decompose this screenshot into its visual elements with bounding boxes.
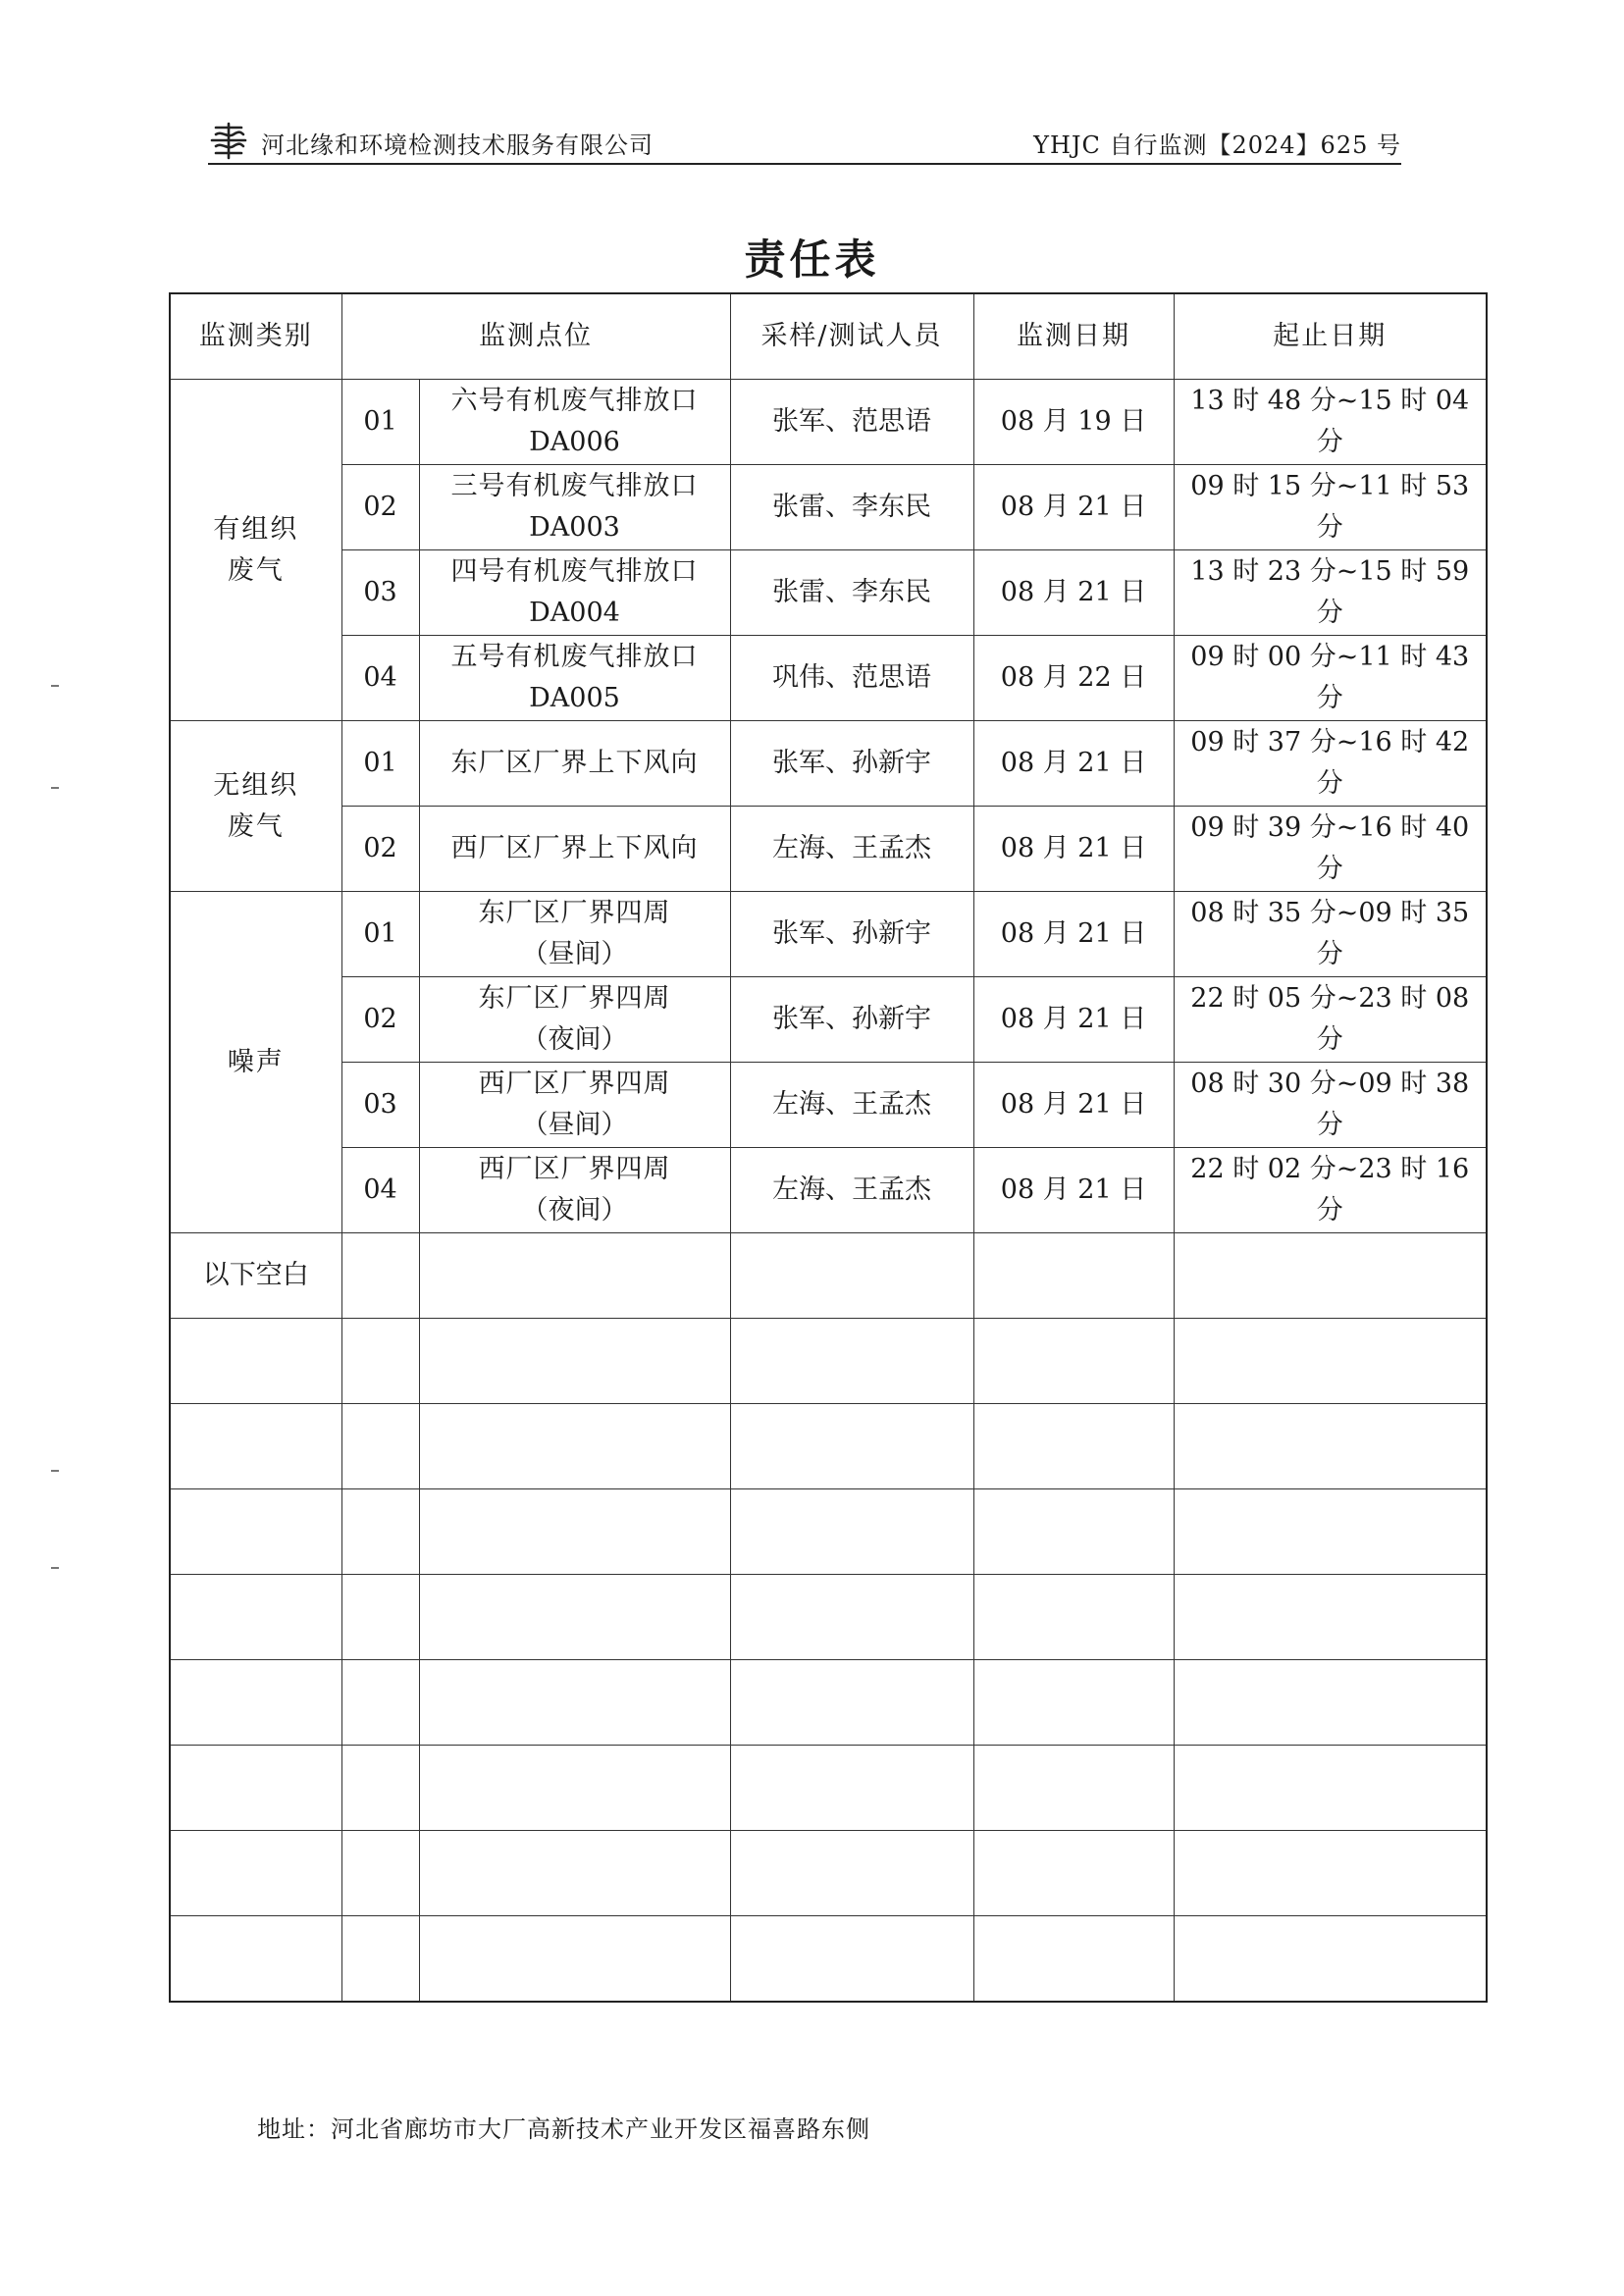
empty-row xyxy=(170,1404,1487,1489)
point-cell xyxy=(419,1063,730,1148)
table-row xyxy=(170,465,1487,550)
time-range-cell: 09 时 15 分~11 时 53 分 xyxy=(1174,465,1487,550)
empty-cell xyxy=(730,1575,973,1660)
empty-cell xyxy=(973,1489,1174,1575)
blank-label-cell: 以下空白 xyxy=(170,1233,341,1319)
point-name: 西厂区厂界四周 xyxy=(478,1069,671,1099)
row-number-cell: 02 xyxy=(341,807,419,892)
time-range-cell: 08 时 30 分~09 时 38 分 xyxy=(1174,1063,1487,1148)
document-number: YHJC 自行监测【2024】625 号 xyxy=(1033,131,1401,159)
column-header-time-range: 起止日期 xyxy=(1174,293,1487,380)
empty-cell xyxy=(341,1319,419,1404)
staff-cell: 张军、孙新宇 xyxy=(730,721,973,807)
category-label-line: 无组织 xyxy=(213,769,299,801)
table-row xyxy=(170,1063,1487,1148)
row-number-cell: 04 xyxy=(341,1148,419,1233)
point-code: （昼间） xyxy=(521,939,628,969)
time-range-cell: 13 时 23 分~15 时 59 分 xyxy=(1174,550,1487,636)
point-name: 四号有机废气排放口 xyxy=(450,556,699,587)
empty-cell xyxy=(170,1404,341,1489)
row-number-cell: 01 xyxy=(341,892,419,977)
empty-cell xyxy=(341,1233,419,1319)
category-label-line: 有组织 xyxy=(213,513,299,545)
date-cell: 08 月 21 日 xyxy=(973,892,1174,977)
time-range-cell: 09 时 39 分~16 时 40 分 xyxy=(1174,807,1487,892)
table-row xyxy=(170,721,1487,807)
date-cell: 08 月 22 日 xyxy=(973,636,1174,721)
staff-cell: 张雷、李东民 xyxy=(730,550,973,636)
empty-row xyxy=(170,1746,1487,1831)
point-code: （夜间） xyxy=(521,1024,628,1055)
empty-cell xyxy=(730,1916,973,2003)
empty-cell xyxy=(973,1916,1174,2003)
row-number-cell: 02 xyxy=(341,465,419,550)
empty-cell xyxy=(419,1319,730,1404)
empty-cell xyxy=(1174,1404,1487,1489)
point-name: 东厂区厂界四周 xyxy=(478,983,671,1014)
empty-cell xyxy=(419,1489,730,1575)
table-row xyxy=(170,892,1487,977)
point-name: 五号有机废气排放口 xyxy=(450,642,699,672)
point-name: 六号有机废气排放口 xyxy=(450,386,699,416)
staff-cell: 张军、孙新宇 xyxy=(730,977,973,1063)
empty-cell xyxy=(973,1404,1174,1489)
empty-cell xyxy=(419,1660,730,1746)
empty-cell xyxy=(419,1404,730,1489)
point-cell xyxy=(419,807,730,892)
point-cell xyxy=(419,380,730,465)
empty-cell xyxy=(730,1233,973,1319)
staff-cell: 张军、范思语 xyxy=(730,380,973,465)
column-header-category: 监测类别 xyxy=(170,293,341,380)
row-number-cell: 01 xyxy=(341,380,419,465)
table-row xyxy=(170,550,1487,636)
empty-cell xyxy=(730,1319,973,1404)
date-cell: 08 月 21 日 xyxy=(973,1148,1174,1233)
point-cell xyxy=(419,977,730,1063)
table-row xyxy=(170,636,1487,721)
scan-mark xyxy=(51,787,59,789)
point-name: 三号有机废气排放口 xyxy=(450,471,699,501)
empty-cell xyxy=(341,1575,419,1660)
empty-row xyxy=(170,1831,1487,1916)
empty-cell xyxy=(419,1746,730,1831)
point-code: DA006 xyxy=(529,427,620,457)
point-cell xyxy=(419,550,730,636)
staff-cell: 张军、孙新宇 xyxy=(730,892,973,977)
empty-cell xyxy=(1174,1489,1487,1575)
table-row xyxy=(170,977,1487,1063)
scan-mark xyxy=(51,1567,59,1569)
column-header-point: 监测点位 xyxy=(341,293,730,380)
time-range-cell: 09 时 00 分~11 时 43 分 xyxy=(1174,636,1487,721)
empty-cell xyxy=(973,1233,1174,1319)
table-header-row xyxy=(170,293,1487,380)
empty-cell xyxy=(730,1746,973,1831)
time-range-cell: 22 时 05 分~23 时 08 分 xyxy=(1174,977,1487,1063)
time-range-cell: 09 时 37 分~16 时 42 分 xyxy=(1174,721,1487,807)
table-row xyxy=(170,380,1487,465)
date-cell: 08 月 21 日 xyxy=(973,550,1174,636)
empty-cell xyxy=(1174,1831,1487,1916)
empty-cell xyxy=(341,1831,419,1916)
date-cell: 08 月 19 日 xyxy=(973,380,1174,465)
date-cell: 08 月 21 日 xyxy=(973,1063,1174,1148)
empty-cell xyxy=(419,1916,730,2003)
row-number-cell: 02 xyxy=(341,977,419,1063)
empty-row xyxy=(170,1916,1487,2003)
empty-cell xyxy=(170,1916,341,2003)
empty-cell xyxy=(341,1746,419,1831)
footer-address: 地址：河北省廊坊市大厂高新技术产业开发区福喜路东侧 xyxy=(257,2115,870,2143)
point-code: （昼间） xyxy=(521,1110,628,1140)
category-cell xyxy=(170,892,341,1233)
scan-mark xyxy=(51,1470,59,1472)
table-row xyxy=(170,807,1487,892)
point-code: DA003 xyxy=(529,512,620,543)
category-label-line: 废气 xyxy=(227,554,285,586)
empty-cell xyxy=(419,1233,730,1319)
empty-cell xyxy=(419,1831,730,1916)
company-logo-icon xyxy=(208,120,249,161)
responsibility-table xyxy=(169,292,1488,2003)
empty-cell xyxy=(419,1575,730,1660)
row-number-cell: 01 xyxy=(341,721,419,807)
empty-cell xyxy=(973,1575,1174,1660)
empty-cell xyxy=(1174,1746,1487,1831)
empty-cell xyxy=(170,1746,341,1831)
staff-cell: 左海、王孟杰 xyxy=(730,1148,973,1233)
column-header-staff: 采样/测试人员 xyxy=(730,293,973,380)
empty-cell xyxy=(973,1831,1174,1916)
date-cell: 08 月 21 日 xyxy=(973,721,1174,807)
empty-cell xyxy=(1174,1319,1487,1404)
point-code: （夜间） xyxy=(521,1195,628,1226)
time-range-cell: 08 时 35 分~09 时 35 分 xyxy=(1174,892,1487,977)
empty-row xyxy=(170,1489,1487,1575)
row-number-cell: 03 xyxy=(341,1063,419,1148)
empty-cell xyxy=(341,1489,419,1575)
table-body xyxy=(170,380,1487,2003)
empty-cell xyxy=(341,1404,419,1489)
date-cell: 08 月 21 日 xyxy=(973,977,1174,1063)
empty-cell xyxy=(730,1660,973,1746)
point-name: 西厂区厂界四周 xyxy=(478,1154,671,1184)
staff-cell: 左海、王孟杰 xyxy=(730,807,973,892)
point-cell xyxy=(419,636,730,721)
category-label-line: 噪声 xyxy=(227,1046,285,1077)
point-cell xyxy=(419,721,730,807)
blank-marker-row xyxy=(170,1233,1487,1319)
point-name: 东厂区厂界上下风向 xyxy=(450,748,699,778)
company-name: 河北缘和环境检测技术服务有限公司 xyxy=(261,131,654,159)
page-header xyxy=(208,118,1401,165)
point-cell xyxy=(419,465,730,550)
empty-cell xyxy=(973,1319,1174,1404)
empty-cell xyxy=(170,1831,341,1916)
page-title: 责任表 xyxy=(744,235,880,284)
empty-cell xyxy=(730,1831,973,1916)
point-name: 东厂区厂界四周 xyxy=(478,898,671,928)
staff-cell: 巩伟、范思语 xyxy=(730,636,973,721)
date-cell: 08 月 21 日 xyxy=(973,465,1174,550)
staff-cell: 张雷、李东民 xyxy=(730,465,973,550)
empty-cell xyxy=(1174,1916,1487,2003)
empty-cell xyxy=(170,1660,341,1746)
table-row xyxy=(170,1148,1487,1233)
point-cell xyxy=(419,892,730,977)
empty-cell xyxy=(341,1660,419,1746)
point-name: 西厂区厂界上下风向 xyxy=(450,833,699,863)
staff-cell: 左海、王孟杰 xyxy=(730,1063,973,1148)
empty-row xyxy=(170,1575,1487,1660)
empty-cell xyxy=(1174,1575,1487,1660)
date-cell: 08 月 21 日 xyxy=(973,807,1174,892)
empty-row xyxy=(170,1660,1487,1746)
row-number-cell: 04 xyxy=(341,636,419,721)
point-code: DA004 xyxy=(529,598,620,628)
empty-cell xyxy=(1174,1660,1487,1746)
empty-cell xyxy=(341,1916,419,2003)
scan-mark xyxy=(51,685,59,687)
time-range-cell: 22 时 02 分~23 时 16 分 xyxy=(1174,1148,1487,1233)
empty-cell xyxy=(730,1489,973,1575)
point-code: DA005 xyxy=(529,683,620,713)
category-cell xyxy=(170,721,341,892)
point-cell xyxy=(419,1148,730,1233)
empty-cell xyxy=(1174,1233,1487,1319)
empty-cell xyxy=(170,1319,341,1404)
empty-cell xyxy=(973,1746,1174,1831)
column-header-date: 监测日期 xyxy=(973,293,1174,380)
empty-cell xyxy=(973,1660,1174,1746)
empty-cell xyxy=(170,1575,341,1660)
category-label-line: 废气 xyxy=(227,810,285,842)
empty-cell xyxy=(170,1489,341,1575)
empty-row xyxy=(170,1319,1487,1404)
row-number-cell: 03 xyxy=(341,550,419,636)
time-range-cell: 13 时 48 分~15 时 04 分 xyxy=(1174,380,1487,465)
category-cell xyxy=(170,380,341,721)
empty-cell xyxy=(730,1404,973,1489)
